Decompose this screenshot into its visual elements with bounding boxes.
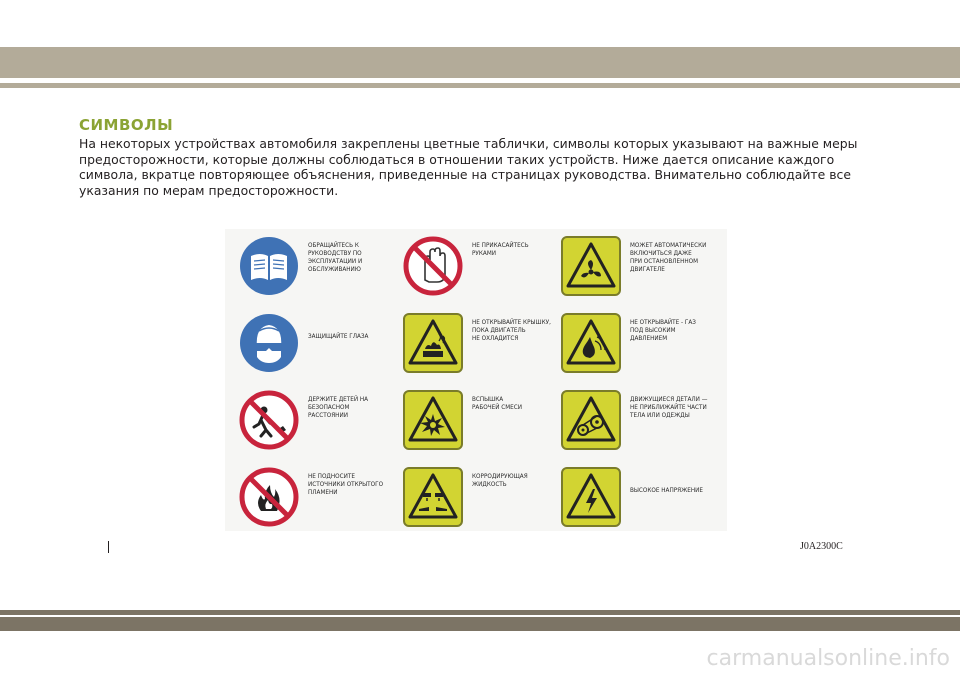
figure-marker (108, 541, 109, 553)
pressure-gas-warning-icon (561, 313, 621, 373)
intro-paragraph: На некоторых устройствах автомобиля закреплены цветные таблички, символы которых указывают на важные меры предосторожности, которые должны соблюдаться в отношении таких устройств. Ниже дается описание каждого символа, вкратце повторяющее объяснения, приведенные на страницах руководства. Внимательно соблюдайте все указания по мерам предосторожности. (79, 136, 858, 198)
symbols-figure (225, 229, 727, 531)
explosion-warning-icon (403, 390, 463, 450)
keep-children-away-icon (239, 390, 299, 450)
no-open-flame-icon (239, 467, 299, 527)
symbol-label: ДЕРЖИТЕ ДЕТЕЙ НА БЕЗОПАСНОМ РАССТОЯНИИ (308, 397, 369, 419)
symbol-label: НЕ ПРИКАСАЙТЕСЬ РУКАМИ (472, 243, 529, 257)
symbol-label: НЕ ОТКРЫВАЙТЕ КРЫШКУ, ПОКА ДВИГАТЕЛЬ НЕ ОХЛАДИТСЯ (472, 320, 551, 342)
top-band (0, 47, 960, 78)
symbol-label: ДВИЖУЩИЕСЯ ДЕТАЛИ — НЕ ПРИБЛИЖАЙТЕ ЧАСТИ ТЕЛА ИЛИ ОДЕЖДЫ (630, 397, 708, 419)
no-hand-touch-icon (403, 236, 463, 296)
section-title: СИМВОЛЫ (79, 116, 174, 134)
symbol-label: ВЫСОКОЕ НАПРЯЖЕНИЕ (630, 488, 703, 494)
bottom-band-rule (0, 610, 960, 615)
goggles-icon (239, 313, 299, 373)
symbol-label: ОБРАЩАЙТЕСЬ К РУКОВОДСТВУ ПО ЭКСПЛУАТАЦИИ И ОБСЛУЖИВАНИЮ (308, 243, 363, 273)
bottom-band (0, 617, 960, 631)
symbol-label: КОРРОДИРУЮЩАЯ ЖИДКОСТЬ (472, 474, 528, 488)
hot-liquid-warning-icon (403, 313, 463, 373)
watermark: carmanualsonline.info (706, 646, 950, 671)
book-icon (239, 236, 299, 296)
corrosive-warning-icon (403, 467, 463, 527)
symbol-label: ЗАЩИЩАЙТЕ ГЛАЗА (308, 334, 369, 340)
fan-warning-icon (561, 236, 621, 296)
moving-parts-warning-icon (561, 390, 621, 450)
symbol-label: ВСПЫШКА РАБОЧЕЙ СМЕСИ (472, 397, 522, 411)
figure-code: J0A2300C (800, 541, 843, 552)
top-band-rule (0, 83, 960, 88)
symbol-label: МОЖЕТ АВТОМАТИЧЕСКИ ВКЛЮЧИТЬСЯ ДАЖЕ ПРИ ОСТАНОВЛЕННОМ ДВИГАТЕЛЕ (630, 243, 707, 273)
symbol-label: НЕ ОТКРЫВАЙТЕ - ГАЗ ПОД ВЫСОКИМ ДАВЛЕНИЕМ (630, 320, 696, 342)
symbol-label: НЕ ПОДНОСИТЕ ИСТОЧНИКИ ОТКРЫТОГО ПЛАМЕНИ (308, 474, 384, 496)
high-voltage-warning-icon (561, 467, 621, 527)
